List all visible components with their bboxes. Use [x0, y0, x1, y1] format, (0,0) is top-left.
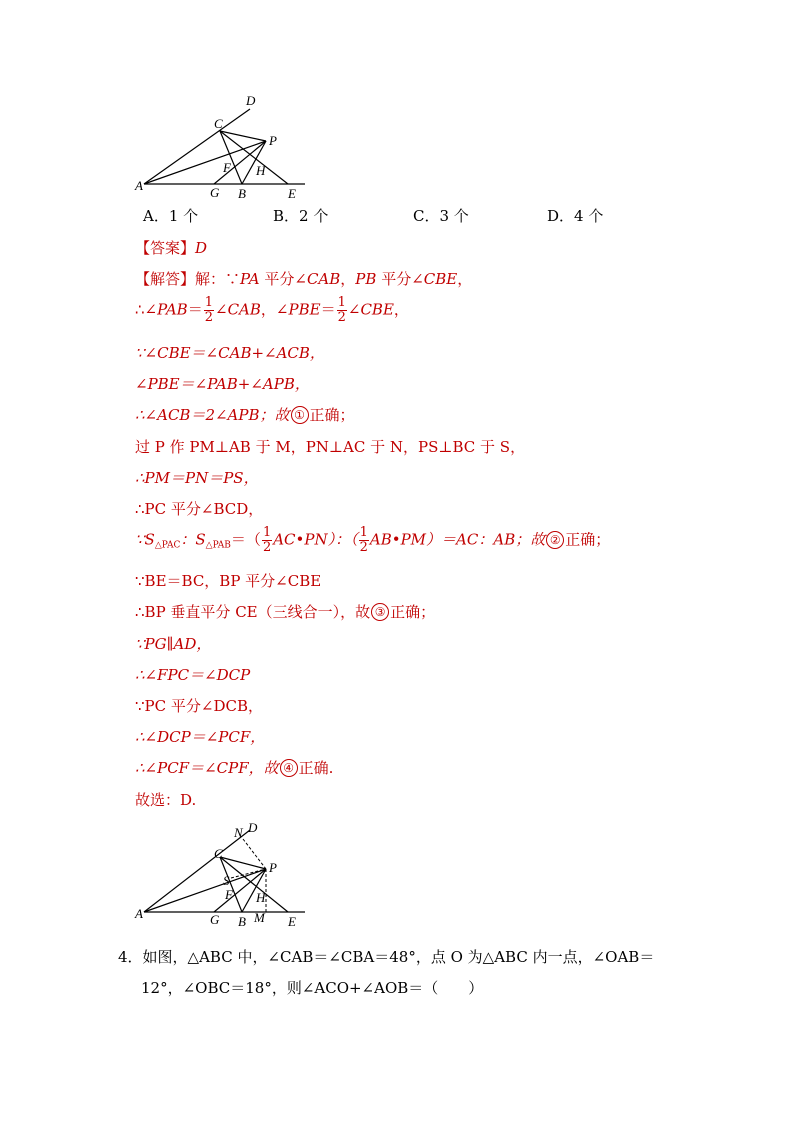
label-B: B [238, 186, 246, 201]
figure-2-svg [130, 818, 330, 928]
label-C: C [214, 846, 223, 861]
label-P: P [269, 133, 277, 148]
analysis-line-4: ∠PBE＝∠PAB+∠APB， [135, 375, 310, 393]
denominator: 2 [359, 540, 368, 555]
label-N: N [234, 825, 243, 840]
denominator: 2 [262, 540, 272, 555]
analysis-line-12: ∵PG∥AD， [135, 635, 212, 653]
label-H: H [256, 163, 266, 178]
text: 解：∵ [195, 270, 241, 288]
analysis-line-1 [135, 268, 472, 289]
fraction-half [337, 296, 347, 325]
fraction-half [204, 296, 214, 325]
text: CBE [360, 300, 394, 319]
text: CAB [227, 300, 261, 319]
label-C: C [214, 116, 223, 131]
question-4-line-2: 12°，∠OBC＝18°，则∠ACO+∠AOB＝（ ） [141, 979, 484, 997]
label-S: S [223, 873, 230, 888]
analysis-line-5 [135, 404, 355, 425]
analysis-line-15: ∴∠DCP＝∠PCF， [135, 728, 266, 746]
label-E: E [288, 914, 296, 928]
label-E: E [288, 186, 296, 201]
text: ， [340, 270, 356, 288]
text: ：S [180, 530, 206, 549]
label-H: H [256, 890, 266, 905]
text: ∠ [347, 300, 361, 319]
text: PAB [157, 300, 188, 319]
text: AB•PM）＝AC：AB；故 [369, 530, 546, 549]
label-G: G [210, 185, 220, 200]
text: 正确. [298, 759, 334, 777]
circled-4: ④ [280, 759, 298, 777]
label-D: D [246, 93, 256, 108]
text: ∴∠ [135, 300, 158, 319]
answer-line [135, 237, 207, 258]
label-G: G [210, 912, 220, 927]
analysis-line-14: ∵PC 平分∠DCB， [135, 697, 263, 715]
text: 平分∠ [376, 270, 424, 288]
numerator: 1 [204, 295, 213, 310]
subscript: △PAB [205, 540, 231, 551]
circled-1: ① [291, 406, 309, 424]
text: ＝ [320, 300, 336, 319]
text: ∠ [215, 300, 228, 319]
option-a: A．1 个 [143, 207, 199, 225]
label-F: F [225, 887, 233, 902]
analysis-line-10: ∵BE＝BC，BP 平分∠CBE [135, 572, 322, 590]
fraction-half [262, 526, 272, 555]
analysis-line-6: 过 P 作 PM⊥AB 于 M，PN⊥AC 于 N，PS⊥BC 于 S， [135, 438, 526, 456]
geometry-figure-2 [130, 818, 330, 932]
text: ，∠ [260, 300, 289, 319]
circled-2: ② [546, 531, 564, 549]
text: ∴∠ACB＝2∠APB；故 [135, 406, 290, 424]
text: CAB [306, 270, 341, 288]
text: PA [240, 270, 260, 288]
answer-value: D [195, 239, 208, 257]
text: AC•PN）：（ [273, 530, 358, 549]
text: 平分∠ [259, 270, 307, 288]
analysis-line-16 [135, 757, 333, 778]
option-b: B．2 个 [273, 207, 329, 225]
denominator: 2 [204, 310, 213, 325]
label-F: F [223, 160, 231, 175]
subscript: △PAC [154, 540, 181, 551]
numerator: 1 [262, 525, 272, 540]
analysis-line-2 [135, 296, 409, 325]
figure-1-svg [130, 90, 330, 205]
text: ＝ [187, 300, 203, 319]
analysis-line-17: 故选：D. [135, 791, 197, 809]
numerator: 1 [359, 525, 368, 540]
text: PB [355, 270, 377, 288]
text: CBE [423, 270, 458, 288]
analysis-line-7: ∴PM＝PN＝PS， [135, 469, 259, 487]
text: ＝（ [230, 530, 261, 549]
analysis-line-13: ∴∠FPC＝∠DCP [135, 666, 251, 684]
text: 正确； [309, 406, 355, 424]
text: ∵S [135, 530, 155, 549]
text: ， [457, 270, 473, 288]
text: 正确； [565, 530, 611, 549]
question-4-line-1: 4．如图，△ABC 中，∠CAB＝∠CBA＝48°，点 O 为△ABC 内一点，∠OAB＝ [118, 948, 655, 966]
text: ∴BP 垂直平分 CE（三线合一），故 [135, 603, 371, 621]
label-M: M [254, 910, 265, 925]
option-d: D．4 个 [547, 207, 604, 225]
analysis-line-9 [135, 526, 610, 555]
label-P: P [269, 860, 277, 875]
option-c: C．3 个 [413, 207, 469, 225]
answer-tag: 【答案】 [135, 239, 196, 257]
analysis-line-8: ∴PC 平分∠BCD， [135, 500, 264, 518]
analysis-tag: 【解答】 [135, 270, 196, 288]
analysis-line-3: ∵∠CBE＝∠CAB+∠ACB， [135, 344, 325, 362]
denominator: 2 [337, 310, 346, 325]
numerator: 1 [337, 295, 346, 310]
circled-3: ③ [371, 603, 389, 621]
geometry-figure-1 [130, 90, 330, 209]
label-A: A [135, 178, 143, 193]
text: PBE [288, 300, 321, 319]
label-B: B [238, 914, 246, 928]
text: ， [393, 300, 409, 319]
fraction-half [359, 526, 369, 555]
analysis-line-11 [135, 601, 435, 622]
label-D: D [248, 820, 258, 835]
text: 正确； [390, 603, 436, 621]
text: ∴∠PCF＝∠CPF，故 [135, 759, 279, 777]
label-A: A [135, 906, 143, 921]
